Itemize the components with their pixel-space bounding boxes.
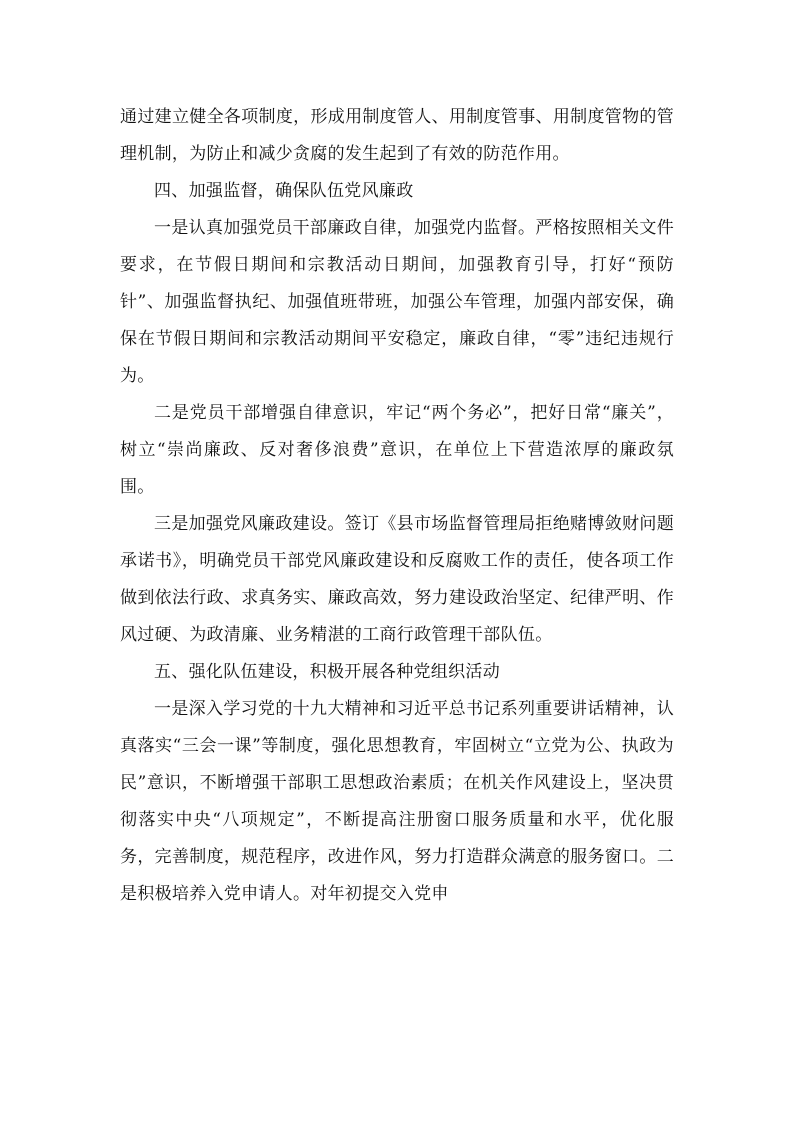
paragraph-5-1: 一是深入学习党的十九大精神和习近平总书记系列重要讲话精神，认真落实“三会一课”等制度，强化思想教育，牢固树立“立党为公、执政为民”意识，不断增强干部职工思想政治素质；在机关作风建设上，坚决贯彻落实中央“八项规定”，不断提高注册窗口服务质量和水平，优化服务，完善制度，规范程序，改进作风，努力打造群众满意的服务窗口。二是积极培养入党申请人。对年初提交入党申 [120,699,674,904]
section-heading-4: 四、加强监督，确保队伍党风廉政 [154,181,414,201]
paragraph-4-1: 一是认真加强党员干部廉政自律，加强党内监督。严格按照相关文件要求，在节假日期间和宗教活动日期间，加强教育引导，打好“预防针”、加强监督执纪、加强值班带班，加强公车管理，加强内部安保，确保在节假日期间和宗教活动期间平安稳定，廉政自律，“零”违纪违规行为。 [120,218,674,386]
document-body [120,99,674,913]
paragraph-4-3: 三是加强党风廉政建设。签订《县市场监督管理局拒绝赌博敛财问题承诺书》，明确党员干部党风廉政建设和反腐败工作的责任，使各项工作做到依法行政、求真务实、廉政高效，努力建设政治坚定、纪律严明、作风过硬、为政清廉、业务精湛的工商行政管理干部队伍。 [120,514,674,645]
paragraph-intro: 通过建立健全各项制度，形成用制度管人、用制度管事、用制度管物的管理机制，为防止和减少贪腐的发生起到了有效的防范作用。 [120,107,674,164]
section-heading-5: 五、强化队伍建设，积极开展各种党组织活动 [154,662,500,682]
paragraph-4-2: 二是党员干部增强自律意识，牢记“两个务必”，把好日常“廉关”，树立“崇尚廉政、反对奢侈浪费”意识，在单位上下营造浓厚的廉政氛围。 [120,403,674,497]
